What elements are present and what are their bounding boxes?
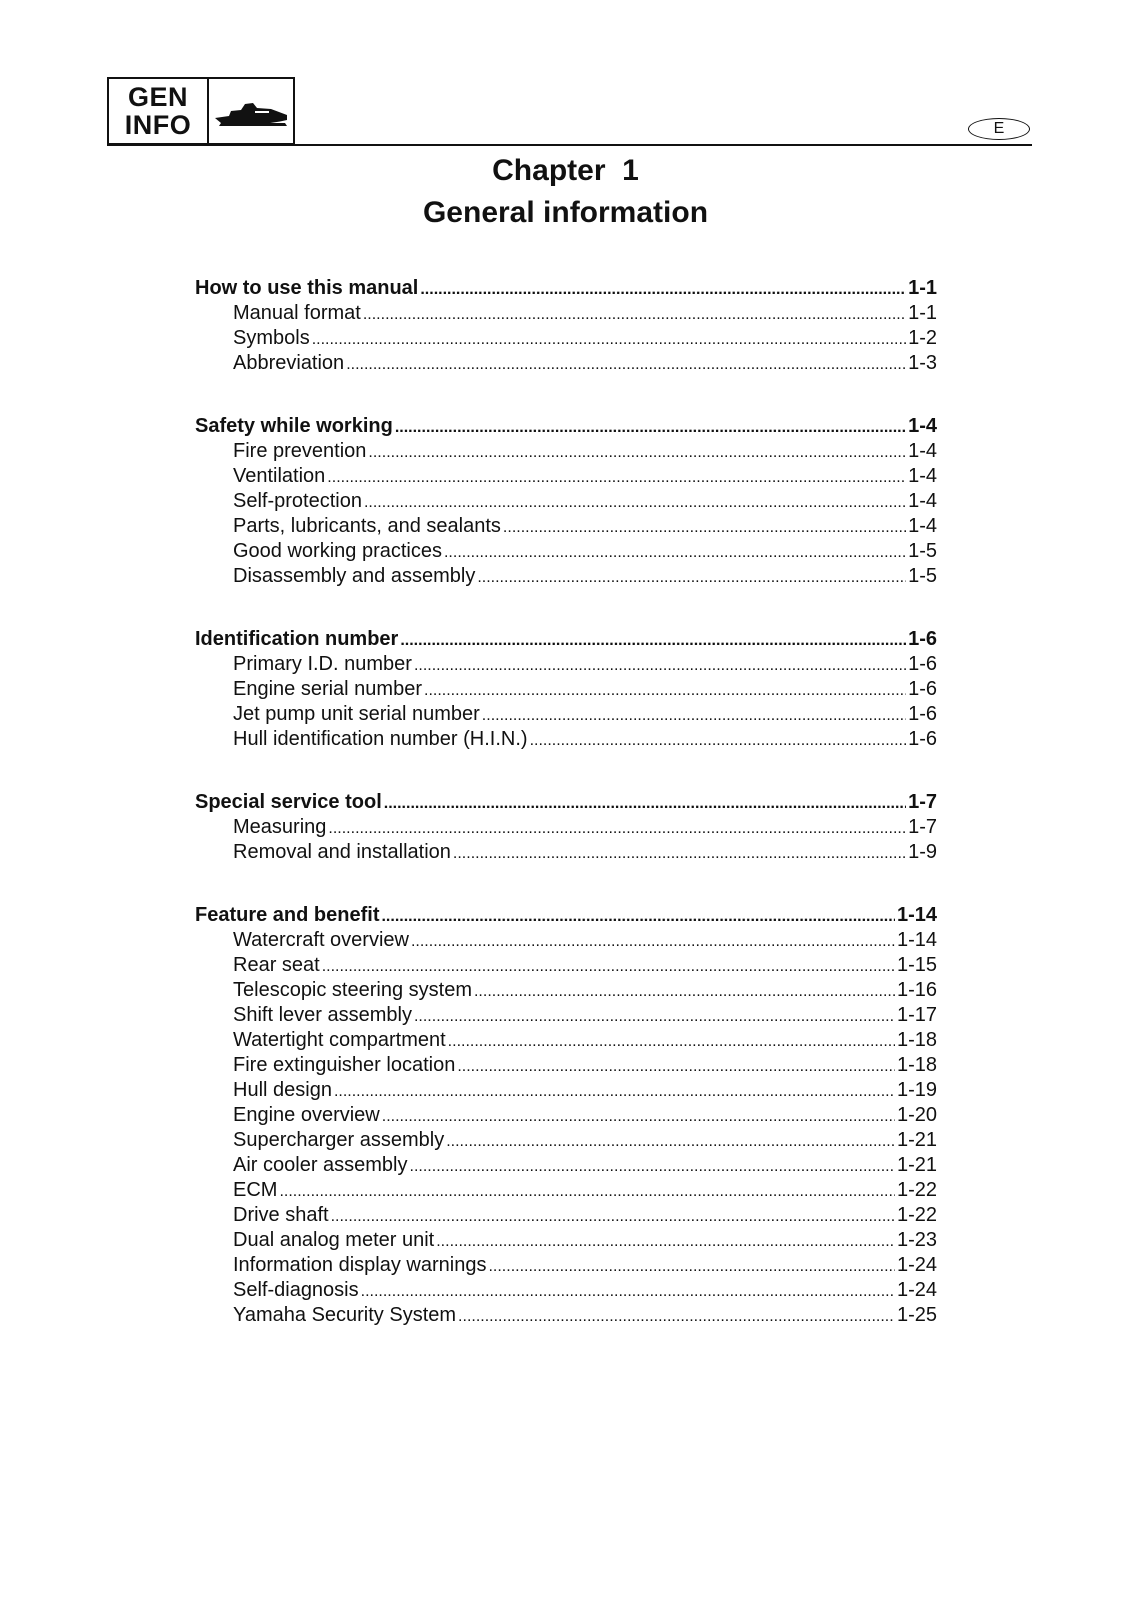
toc-entry-label: Information display warnings — [233, 1254, 487, 1276]
toc-section — [195, 414, 937, 589]
toc-entry[interactable] — [195, 1278, 937, 1303]
toc-entry[interactable] — [195, 1303, 937, 1328]
toc-entry-label: Hull identification number (H.I.N.) — [233, 728, 528, 750]
toc-leader-dots — [457, 1054, 895, 1079]
toc-leader-dots — [382, 1104, 895, 1129]
toc-page-number: 1-14 — [896, 929, 937, 951]
toc-leader-dots — [400, 628, 906, 653]
toc-leader-dots — [312, 327, 906, 352]
toc-leader-dots — [474, 979, 895, 1004]
toc-entry-label: Telescopic steering system — [233, 979, 472, 1001]
toc-leader-dots — [279, 1179, 895, 1204]
toc-leader-dots — [444, 540, 906, 565]
toc-entry-label: Supercharger assembly — [233, 1129, 445, 1151]
toc-entry-label: Primary I.D. number — [233, 653, 412, 675]
toc-entry-label: Rear seat — [233, 954, 320, 976]
toc-leader-dots — [530, 728, 907, 753]
toc-entry-label: Measuring — [233, 816, 327, 838]
toc-entry[interactable] — [195, 1078, 937, 1103]
toc-page-number: 1-7 — [908, 791, 937, 813]
toc-leader-dots — [436, 1229, 895, 1254]
toc-entry-label: Fire extinguisher location — [233, 1054, 456, 1076]
toc-leader-dots — [410, 1154, 895, 1179]
toc-entry[interactable] — [195, 702, 937, 727]
toc-leader-dots — [477, 565, 906, 590]
toc-entry[interactable] — [195, 1053, 937, 1078]
toc-entry[interactable] — [195, 1228, 937, 1253]
chapter-number: Chapter 1 — [492, 154, 639, 187]
toc-entry-label: Removal and installation — [233, 841, 451, 863]
toc-entry[interactable] — [195, 326, 937, 351]
toc-leader-dots — [364, 490, 906, 515]
toc-page-number: 1-4 — [908, 465, 937, 487]
toc-section-heading[interactable] — [195, 790, 937, 815]
toc-entry-label: Self-diagnosis — [233, 1279, 359, 1301]
toc-entry-label: Drive shaft — [233, 1204, 329, 1226]
toc-page-number: 1-20 — [896, 1104, 937, 1126]
toc-page-number: 1-18 — [896, 1029, 937, 1051]
toc-entry[interactable] — [195, 815, 937, 840]
toc-page-number: 1-24 — [896, 1254, 937, 1276]
toc-leader-dots — [458, 1304, 895, 1329]
toc-section-heading[interactable] — [195, 414, 937, 439]
toc-entry[interactable] — [195, 1103, 937, 1128]
toc-entry[interactable] — [195, 727, 937, 752]
toc-leader-dots — [395, 415, 906, 440]
toc-page-number: 1-4 — [908, 490, 937, 512]
toc-page-number: 1-3 — [908, 352, 937, 374]
toc-entry-label: Watercraft overview — [233, 929, 409, 951]
toc-page-number: 1-7 — [908, 816, 937, 838]
toc-page-number: 1-6 — [908, 728, 937, 750]
toc-entry[interactable] — [195, 677, 937, 702]
toc-page-number: 1-19 — [896, 1079, 937, 1101]
toc-leader-dots — [448, 1029, 895, 1054]
toc-page-number: 1-5 — [908, 540, 937, 562]
toc-section — [195, 627, 937, 752]
toc-page-number: 1-16 — [896, 979, 937, 1001]
toc-leader-dots — [482, 703, 906, 728]
toc-section-heading[interactable] — [195, 627, 937, 652]
toc-leader-dots — [361, 1279, 895, 1304]
toc-section-title: Safety while working — [195, 415, 393, 437]
toc-section-heading[interactable] — [195, 903, 937, 928]
toc-entry[interactable] — [195, 1153, 937, 1178]
toc-entry[interactable] — [195, 301, 937, 326]
toc-leader-dots — [411, 929, 895, 954]
toc-page-number: 1-14 — [896, 904, 937, 926]
toc-page-number: 1-6 — [908, 653, 937, 675]
toc-leader-dots — [334, 1079, 895, 1104]
toc-entry[interactable] — [195, 464, 937, 489]
toc-entry[interactable] — [195, 489, 937, 514]
toc-entry-label: Abbreviation — [233, 352, 345, 374]
toc-leader-dots — [420, 277, 906, 302]
toc-section-heading[interactable] — [195, 276, 937, 301]
toc-entry-label: Disassembly and assembly — [233, 565, 476, 587]
toc-entry-label: Shift lever assembly — [233, 1004, 412, 1026]
toc-entry-label: Watertight compartment — [233, 1029, 446, 1051]
toc-entry[interactable] — [195, 840, 937, 865]
toc-entry-label: Manual format — [233, 302, 361, 324]
toc-section — [195, 790, 937, 865]
toc-page-number: 1-18 — [896, 1054, 937, 1076]
toc-page-number: 1-24 — [896, 1279, 937, 1301]
toc-leader-dots — [503, 515, 906, 540]
toc-page-number: 1-1 — [908, 277, 937, 299]
toc-leader-dots — [414, 1004, 895, 1029]
toc-entry-label: Self-protection — [233, 490, 362, 512]
toc-page-number: 1-15 — [896, 954, 937, 976]
toc-leader-dots — [414, 653, 906, 678]
toc-leader-dots — [328, 816, 906, 841]
toc-entry[interactable] — [195, 928, 937, 953]
toc-leader-dots — [322, 954, 895, 979]
toc-entry-label: Symbols — [233, 327, 310, 349]
section-tab-label — [109, 79, 209, 143]
toc-entry-label: Good working practices — [233, 540, 442, 562]
toc-leader-dots — [381, 904, 894, 929]
toc-entry[interactable] — [195, 351, 937, 376]
chapter-heading — [0, 150, 1131, 234]
section-tab-gen-info — [107, 77, 295, 145]
toc-entry[interactable] — [195, 1028, 937, 1053]
toc-leader-dots — [331, 1204, 895, 1229]
toc-page-number: 1-5 — [908, 565, 937, 587]
chapter-title: General information — [422, 196, 709, 229]
toc-page-number: 1-6 — [908, 703, 937, 725]
toc-entry-label: Air cooler assembly — [233, 1154, 408, 1176]
toc-leader-dots — [488, 1254, 895, 1279]
toc-page-number: 1-21 — [896, 1154, 937, 1176]
watercraft-icon — [209, 79, 293, 143]
toc-entry-label: Engine overview — [233, 1104, 380, 1126]
toc-leader-dots — [446, 1129, 895, 1154]
toc-entry-label: Hull design — [233, 1079, 332, 1101]
toc-section — [195, 276, 937, 376]
toc-leader-dots — [424, 678, 906, 703]
language-badge: E — [968, 118, 1030, 140]
toc-entry[interactable] — [195, 439, 937, 464]
toc-entry[interactable] — [195, 539, 937, 564]
toc-section-title: Identification number — [195, 628, 399, 650]
toc-section — [195, 903, 937, 1328]
section-tab-line2: INFO — [124, 110, 192, 140]
toc-page-number: 1-6 — [908, 628, 937, 650]
table-of-contents — [195, 276, 937, 1366]
toc-page-number: 1-4 — [908, 515, 937, 537]
toc-page-number: 1-4 — [908, 415, 937, 437]
toc-page-number: 1-22 — [896, 1179, 937, 1201]
toc-leader-dots — [384, 791, 906, 816]
toc-page-number: 1-6 — [908, 678, 937, 700]
toc-page-number: 1-17 — [896, 1004, 937, 1026]
toc-entry-label: Ventilation — [233, 465, 326, 487]
toc-entry[interactable] — [195, 1003, 937, 1028]
toc-page-number: 1-1 — [908, 302, 937, 324]
section-tab-line1: GEN — [127, 82, 188, 112]
toc-entry[interactable] — [195, 564, 937, 589]
header-rule — [107, 144, 1032, 146]
toc-entry[interactable] — [195, 1203, 937, 1228]
toc-page-number: 1-23 — [896, 1229, 937, 1251]
toc-entry[interactable] — [195, 1253, 937, 1278]
toc-section-title: Special service tool — [195, 791, 382, 813]
toc-page-number: 1-21 — [896, 1129, 937, 1151]
toc-entry-label: Dual analog meter unit — [233, 1229, 435, 1251]
toc-entry[interactable] — [195, 652, 937, 677]
toc-leader-dots — [346, 352, 906, 377]
toc-entry[interactable] — [195, 953, 937, 978]
toc-entry[interactable] — [195, 1178, 937, 1203]
toc-section-title: How to use this manual — [195, 277, 419, 299]
toc-entry-label: Engine serial number — [233, 678, 422, 700]
toc-page-number: 1-25 — [896, 1304, 937, 1326]
toc-entry[interactable] — [195, 514, 937, 539]
toc-entry-label: Parts, lubricants, and sealants — [233, 515, 501, 537]
toc-page-number: 1-22 — [896, 1204, 937, 1226]
toc-page-number: 1-2 — [908, 327, 937, 349]
toc-page-number: 1-4 — [908, 440, 937, 462]
toc-entry-label: ECM — [233, 1179, 278, 1201]
toc-entry-label: Fire prevention — [233, 440, 367, 462]
toc-page-number: 1-9 — [908, 841, 937, 863]
toc-entry-label: Jet pump unit serial number — [233, 703, 480, 725]
toc-entry[interactable] — [195, 1128, 937, 1153]
toc-entry-label: Yamaha Security System — [233, 1304, 457, 1326]
toc-leader-dots — [363, 302, 906, 327]
toc-leader-dots — [368, 440, 906, 465]
toc-section-title: Feature and benefit — [195, 904, 380, 926]
toc-leader-dots — [327, 465, 906, 490]
toc-leader-dots — [453, 841, 906, 866]
toc-entry[interactable] — [195, 978, 937, 1003]
